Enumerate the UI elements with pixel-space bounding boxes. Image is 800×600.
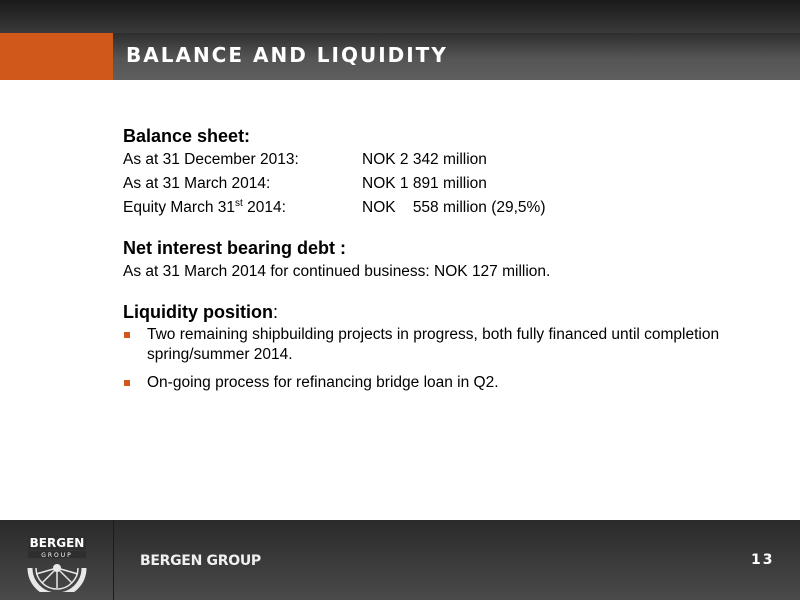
balance-row-value: NOK 2 342 million xyxy=(362,151,487,168)
balance-row-label: As at 31 December 2013: xyxy=(123,151,299,168)
square-bullet-icon xyxy=(124,380,130,386)
footer-bar xyxy=(0,520,800,600)
balance-sheet-heading: Balance sheet: xyxy=(123,126,251,146)
slide-content xyxy=(123,124,743,401)
title-accent-block xyxy=(0,33,113,80)
list-item xyxy=(123,325,743,365)
footer-divider xyxy=(113,520,114,600)
balance-row-label xyxy=(123,196,286,220)
brand-name: BERGEN GROUP xyxy=(140,553,261,569)
balance-row-value: NOK 1 891 million xyxy=(362,175,487,192)
balance-row xyxy=(123,148,743,172)
net-debt-heading: Net interest bearing debt : xyxy=(123,238,347,258)
title-bar xyxy=(0,33,800,80)
liquidity-heading-text: Liquidity position xyxy=(123,302,273,322)
top-band xyxy=(0,0,800,33)
logo-text: BERGEN xyxy=(29,536,85,550)
equity-label-sup: st xyxy=(235,197,243,209)
equity-label-suffix: 2014: xyxy=(242,199,286,216)
slide-title: BALANCE AND LIQUIDITY xyxy=(126,43,448,67)
net-debt-text: As at 31 March 2014 for continued business: NOK 127 million. xyxy=(123,263,551,280)
balance-row-label: As at 31 March 2014: xyxy=(123,175,271,192)
balance-row xyxy=(123,196,743,220)
bullet-text: Two remaining shipbuilding projects in progress, both fully financed until completion spring/summer 2014. xyxy=(147,326,720,363)
liquidity-heading-colon: : xyxy=(272,302,278,322)
bergen-group-logo-icon xyxy=(24,532,90,592)
logo-subtext: GROUP xyxy=(41,552,73,559)
balance-row-value: NOK 558 million (29,5%) xyxy=(362,199,546,216)
square-bullet-icon xyxy=(124,332,130,338)
bullet-text: On-going process for refinancing bridge loan in Q2. xyxy=(147,374,499,391)
list-item xyxy=(123,373,743,393)
balance-row xyxy=(123,172,743,196)
liquidity-heading xyxy=(123,300,743,324)
equity-label-prefix: Equity March 31 xyxy=(123,199,235,216)
page-number: 13 xyxy=(751,552,775,568)
liquidity-bullet-list xyxy=(123,325,743,393)
